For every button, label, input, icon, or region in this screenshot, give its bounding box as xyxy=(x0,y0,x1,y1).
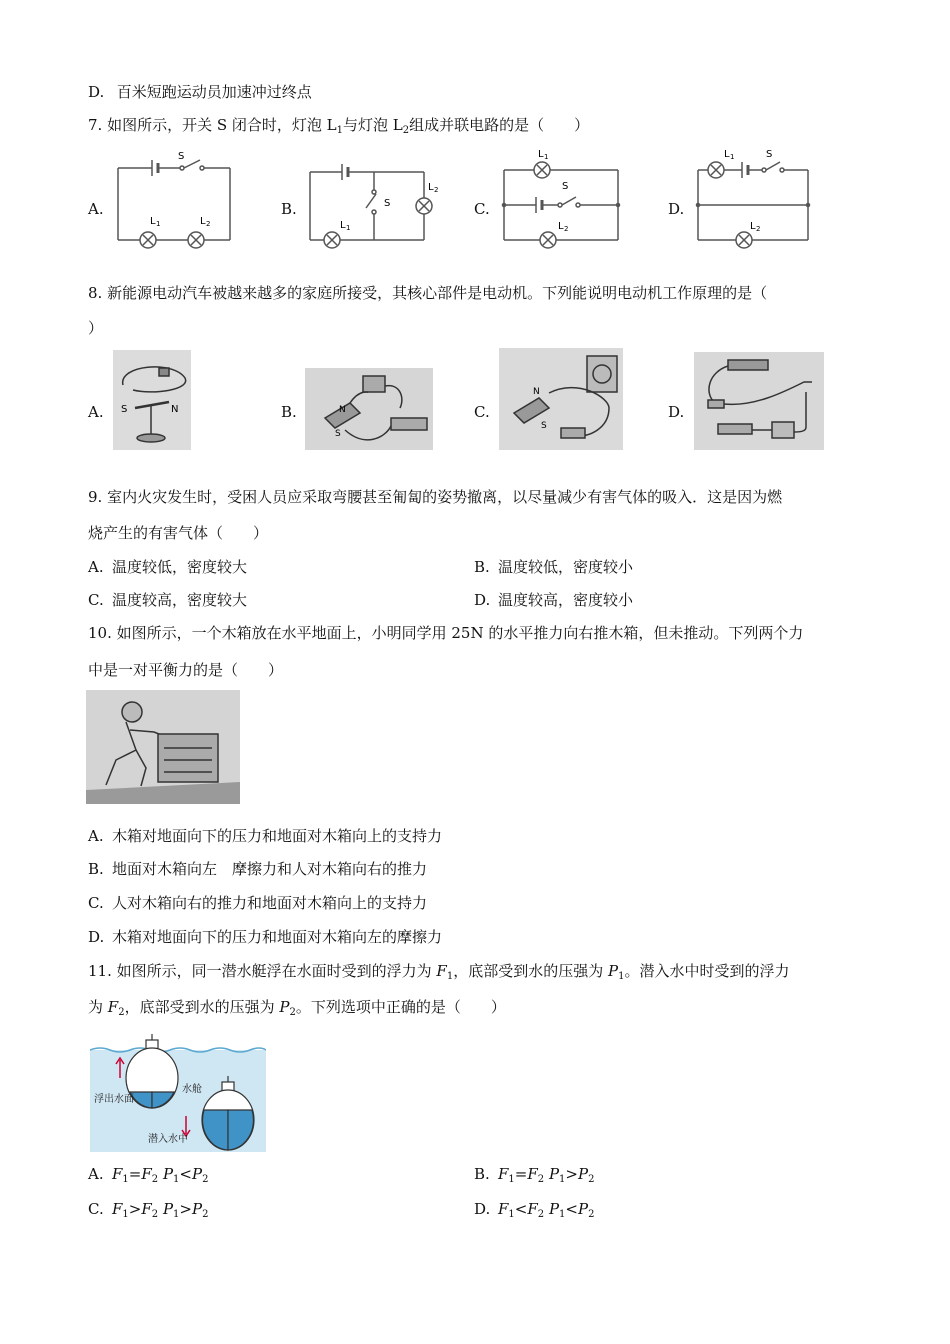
relation: = xyxy=(128,1165,142,1183)
relation: > xyxy=(179,1200,192,1218)
q7-circuit-a xyxy=(110,150,240,250)
symbol-f: F xyxy=(527,1165,538,1183)
relation: > xyxy=(128,1200,142,1218)
subscript: 2 xyxy=(151,1209,159,1220)
lamp-label: L xyxy=(724,149,730,160)
q9-stem-line-2: 烧产生的有害气体（ ） xyxy=(88,524,269,542)
symbol-f: F xyxy=(112,1200,123,1218)
q8-figure-b-motor xyxy=(305,368,433,450)
symbol-p: P xyxy=(192,1200,203,1218)
q9-option-a xyxy=(88,557,247,577)
option-label: A. xyxy=(88,1165,104,1183)
option-label: A. xyxy=(88,827,104,845)
switch-label: S xyxy=(766,149,773,160)
q7-stem xyxy=(88,115,589,135)
q10-figure-pushing-box xyxy=(86,690,240,804)
option-label: B. xyxy=(474,1165,490,1183)
q8-option-c-label: C. xyxy=(474,403,490,421)
stem-part: ，底部受到水的压强为 xyxy=(453,962,608,980)
q10-option-c xyxy=(88,893,427,913)
subscript: 1 xyxy=(446,971,454,982)
q7-stem-part: 7. 如图所示，开关 S 闭合时，灯泡 L xyxy=(88,116,337,134)
relation: < xyxy=(179,1165,192,1183)
relation: > xyxy=(565,1165,578,1183)
subscript: 1 xyxy=(173,1209,180,1220)
subscript: 1 xyxy=(559,1174,566,1185)
symbol-p: P xyxy=(548,1200,560,1218)
lamp-sub: 2 xyxy=(564,225,569,233)
lamp-sub: 2 xyxy=(434,186,439,194)
q7-option-c-label: C. xyxy=(474,200,490,218)
stem-part: 11. 如图所示，同一潜水艇浮在水面时受到的浮力为 xyxy=(88,962,437,980)
subscript: 1 xyxy=(508,1209,515,1220)
lamp-sub: 1 xyxy=(544,153,549,161)
symbol-f: F xyxy=(141,1165,152,1183)
subscript: 1 xyxy=(559,1209,566,1220)
q8-figure-d-circuit xyxy=(694,352,824,450)
subscript: 2 xyxy=(588,1209,595,1220)
lamp-label: L xyxy=(428,182,434,193)
float-label: 浮出水面 xyxy=(94,1094,134,1105)
subscript: 1 xyxy=(122,1209,129,1220)
q7-option-b-label: B. xyxy=(281,200,297,218)
dive-label: 潜入水中 xyxy=(148,1134,188,1145)
q7-stem-part: 与灯泡 L xyxy=(343,116,403,134)
option-label: D. xyxy=(88,928,105,946)
lamp-sub: 1 xyxy=(346,224,351,232)
q8-option-b-label: B. xyxy=(281,403,297,421)
switch-label: S xyxy=(178,151,185,162)
q11-option-b xyxy=(474,1164,594,1184)
lamp-label: L xyxy=(200,216,206,227)
q8-stem-line-2: ） xyxy=(88,319,104,337)
pole-label: N xyxy=(171,404,179,415)
q10-option-b xyxy=(88,859,427,879)
q11-stem-line-2 xyxy=(88,997,506,1017)
pole-label: S xyxy=(335,429,341,439)
lamp-label: L xyxy=(150,216,156,227)
tank-label: 水舱 xyxy=(182,1084,202,1095)
subscript: 1 xyxy=(336,125,343,136)
symbol-p: P xyxy=(578,1165,589,1183)
subscript: 1 xyxy=(122,1174,129,1185)
lamp-sub: 2 xyxy=(756,225,761,233)
q10-stem-line-2: 中是一对平衡力的是（ ） xyxy=(88,661,284,679)
q11-option-d xyxy=(474,1199,594,1219)
option-text: 温度较低，密度较小 xyxy=(498,558,634,576)
q7-stem-part: 组成并联电路的是（ ） xyxy=(409,116,590,134)
option-text: 人对木箱向右的推力和地面对木箱向上的支持力 xyxy=(112,894,428,912)
option-text: 百米短跑运动员加速冲过终点 xyxy=(116,83,312,101)
q7-circuit-c xyxy=(496,145,631,250)
lamp-label: L xyxy=(340,220,346,231)
q6-option-d xyxy=(88,82,312,102)
subscript: 2 xyxy=(537,1174,545,1185)
q11-figure-submarine xyxy=(90,1030,266,1152)
symbol-p: P xyxy=(578,1200,589,1218)
option-label: B. xyxy=(474,558,490,576)
q11-option-a xyxy=(88,1164,208,1184)
q8-stem-line-1: 8. 新能源电动汽车被越来越多的家庭所接受，其核心部件是电动机。下列能说明电动机工作原理的是（ xyxy=(88,284,768,302)
option-label: A. xyxy=(88,558,104,576)
option-label: C. xyxy=(88,1200,104,1218)
symbol-p: P xyxy=(162,1200,174,1218)
option-text: 地面对木箱向左 摩擦力和人对木箱向右的推力 xyxy=(112,860,428,878)
lamp-sub: 2 xyxy=(206,220,211,228)
pole-label: S xyxy=(541,421,547,431)
q9-stem-line-1: 9. 室内火灾发生时，受困人员应采取弯腰甚至匍匐的姿势撤离，以尽量减少有害气体的吸入．这是因为燃 xyxy=(88,488,783,506)
option-label: B. xyxy=(88,860,104,878)
q10-stem-line-1: 10. 如图所示，一个木箱放在水平地面上，小明同学用 25N 的水平推力向右推木箱，但未推动。下列两个力 xyxy=(88,624,804,642)
option-label: D. xyxy=(88,83,105,101)
stem-part: ，底部受到水的压强为 xyxy=(124,998,280,1016)
q8-option-d-label: D. xyxy=(668,403,685,421)
symbol-p: P xyxy=(162,1165,174,1183)
q7-option-a-label: A. xyxy=(88,200,104,218)
subscript: 2 xyxy=(202,1209,209,1220)
subscript: 1 xyxy=(173,1174,180,1185)
stem-part: 。下列选项中正确的是（ ） xyxy=(295,998,506,1016)
lamp-sub: 1 xyxy=(730,153,735,161)
lamp-label: L xyxy=(558,221,564,232)
q9-option-d xyxy=(474,590,633,610)
q8-option-a-label: A. xyxy=(88,403,104,421)
lamp-label: L xyxy=(538,149,544,160)
q7-circuit-b xyxy=(302,150,442,250)
q10-option-d xyxy=(88,927,442,947)
option-text: 温度较低，密度较大 xyxy=(112,558,248,576)
pole-label: N xyxy=(533,387,540,397)
option-text: 木箱对地面向下的压力和地面对木箱向上的支持力 xyxy=(112,827,443,845)
stem-part: 。潜入水中时受到的浮力 xyxy=(624,962,790,980)
symbol-f: F xyxy=(436,962,447,980)
subscript: 2 xyxy=(402,125,410,136)
option-label: C. xyxy=(88,591,104,609)
relation: < xyxy=(514,1200,528,1218)
subscript: 1 xyxy=(618,971,625,982)
option-label: D. xyxy=(474,591,491,609)
q7-circuit-d xyxy=(690,145,820,250)
relation: = xyxy=(514,1165,528,1183)
switch-label: S xyxy=(384,198,391,209)
lamp-label: L xyxy=(750,221,756,232)
symbol-p: P xyxy=(279,998,290,1016)
q10-option-a xyxy=(88,826,442,846)
symbol-f: F xyxy=(527,1200,538,1218)
option-label: D. xyxy=(474,1200,491,1218)
q9-option-b xyxy=(474,557,633,577)
symbol-f: F xyxy=(498,1165,509,1183)
option-label: C. xyxy=(88,894,104,912)
q7-option-d-label: D. xyxy=(668,200,685,218)
pole-label: S xyxy=(121,404,128,415)
q11-option-c xyxy=(88,1199,208,1219)
symbol-f: F xyxy=(107,998,119,1016)
q9-option-c xyxy=(88,590,247,610)
symbol-f: F xyxy=(498,1200,509,1218)
option-text: 木箱对地面向下的压力和地面对木箱向左的摩擦力 xyxy=(112,928,443,946)
symbol-f: F xyxy=(141,1200,152,1218)
symbol-p: P xyxy=(548,1165,560,1183)
q8-figure-a-oersted xyxy=(113,350,191,450)
symbol-p: P xyxy=(607,962,619,980)
switch-label: S xyxy=(562,181,569,192)
stem-part: 为 xyxy=(88,998,108,1016)
subscript: 1 xyxy=(508,1174,515,1185)
symbol-p: P xyxy=(192,1165,203,1183)
option-text: 温度较高，密度较大 xyxy=(112,591,248,609)
pole-label: N xyxy=(339,405,346,415)
symbol-f: F xyxy=(112,1165,123,1183)
q8-figure-c-generator xyxy=(499,348,623,450)
option-text: 温度较高，密度较小 xyxy=(498,591,634,609)
subscript: 2 xyxy=(588,1174,595,1185)
subscript: 2 xyxy=(289,1007,296,1018)
subscript: 2 xyxy=(118,1007,125,1018)
subscript: 2 xyxy=(202,1174,209,1185)
subscript: 2 xyxy=(151,1174,159,1185)
subscript: 2 xyxy=(537,1209,545,1220)
relation: < xyxy=(565,1200,578,1218)
lamp-sub: 1 xyxy=(156,220,161,228)
q11-stem-line-1 xyxy=(88,961,789,981)
